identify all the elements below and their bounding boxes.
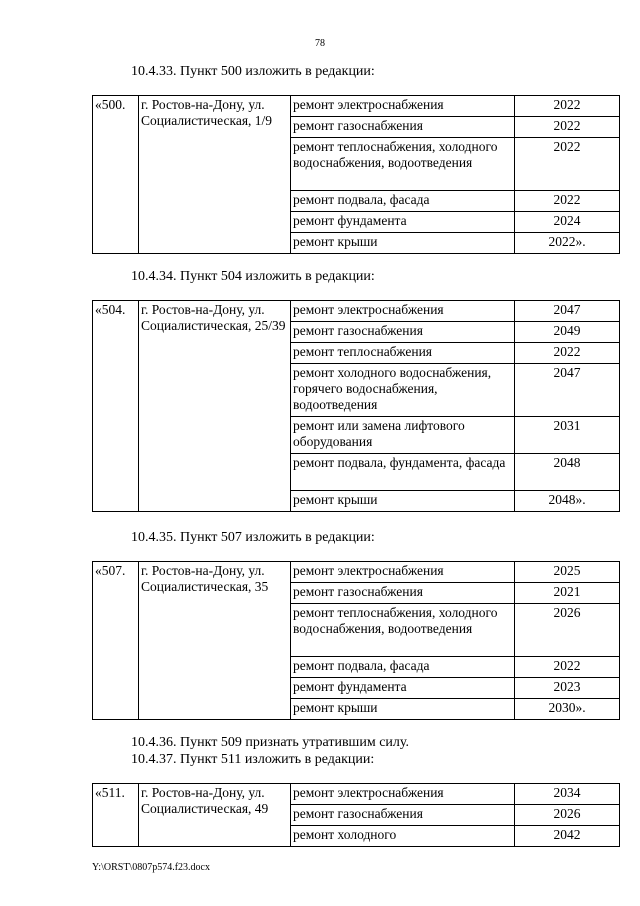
work-type: ремонт электроснабжения: [291, 784, 515, 805]
item-number: «504.: [93, 301, 139, 512]
work-year: 2022: [515, 96, 620, 117]
work-type: ремонт крыши: [291, 699, 515, 720]
work-year: 2034: [515, 784, 620, 805]
work-year: 2025: [515, 562, 620, 583]
work-year: 2023: [515, 678, 620, 699]
work-type: ремонт газоснабжения: [291, 583, 515, 604]
work-type: ремонт крыши: [291, 233, 515, 254]
work-year: 2048: [515, 454, 620, 491]
work-type: ремонт электроснабжения: [291, 301, 515, 322]
work-year: 2047: [515, 301, 620, 322]
work-year: 2022: [515, 191, 620, 212]
work-type: ремонт подвала, фасада: [291, 191, 515, 212]
work-type: ремонт холодного водоснабжения, горячего водоснабжения, водоотведения: [291, 364, 515, 417]
work-year: 2030».: [515, 699, 620, 720]
amendment-table: [92, 561, 620, 720]
work-type: ремонт или замена лифтового оборудования: [291, 417, 515, 454]
work-type: ремонт газоснабжения: [291, 117, 515, 138]
work-year: 2024: [515, 212, 620, 233]
work-type: ремонт теплоснабжения, холодного водоснабжения, водоотведения: [291, 604, 515, 657]
item-number: «507.: [93, 562, 139, 720]
work-type: ремонт теплоснабжения: [291, 343, 515, 364]
work-year: 2021: [515, 583, 620, 604]
footer-file-path: Y:\ORST\0807p574.f23.docx: [92, 862, 210, 873]
amendment-table: [92, 300, 620, 512]
work-type: ремонт крыши: [291, 491, 515, 512]
work-year: 2022».: [515, 233, 620, 254]
work-type: ремонт электроснабжения: [291, 562, 515, 583]
work-year: 2026: [515, 604, 620, 657]
work-year: 2047: [515, 364, 620, 417]
work-type: ремонт фундамента: [291, 678, 515, 699]
work-year: 2048».: [515, 491, 620, 512]
amendment-table: [92, 95, 620, 254]
amendment-heading: 10.4.37. Пункт 511 изложить в редакции:: [131, 752, 375, 767]
work-year: 2031: [515, 417, 620, 454]
work-type: ремонт холодного: [291, 826, 515, 847]
amendment-heading: 10.4.34. Пункт 504 изложить в редакции:: [131, 269, 375, 284]
item-number: «511.: [93, 784, 139, 847]
work-year: 2049: [515, 322, 620, 343]
work-year: 2022: [515, 657, 620, 678]
work-type: ремонт подвала, фасада: [291, 657, 515, 678]
work-year: 2026: [515, 805, 620, 826]
work-year: 2022: [515, 138, 620, 191]
work-type: ремонт газоснабжения: [291, 805, 515, 826]
work-type: ремонт подвала, фундамента, фасада: [291, 454, 515, 491]
work-type: ремонт фундамента: [291, 212, 515, 233]
work-year: 2042: [515, 826, 620, 847]
page-number: 78: [315, 38, 325, 49]
work-year: 2022: [515, 117, 620, 138]
work-type: ремонт газоснабжения: [291, 322, 515, 343]
work-type: ремонт электроснабжения: [291, 96, 515, 117]
amendment-heading: 10.4.35. Пункт 507 изложить в редакции:: [131, 530, 375, 545]
item-address: г. Ростов-на-Дону, ул. Социалистическая, 35: [139, 562, 291, 720]
amendment-heading: 10.4.33. Пункт 500 изложить в редакции:: [131, 64, 375, 79]
amendment-table: [92, 783, 620, 847]
item-number: «500.: [93, 96, 139, 254]
item-address: г. Ростов-на-Дону, ул. Социалистическая, 25/39: [139, 301, 291, 512]
amendment-repeal: 10.4.36. Пункт 509 признать утратившим силу.: [131, 735, 409, 750]
work-type: ремонт теплоснабжения, холодного водоснабжения, водоотведения: [291, 138, 515, 191]
item-address: г. Ростов-на-Дону, ул. Социалистическая, 49: [139, 784, 291, 847]
work-year: 2022: [515, 343, 620, 364]
item-address: г. Ростов-на-Дону, ул. Социалистическая, 1/9: [139, 96, 291, 254]
